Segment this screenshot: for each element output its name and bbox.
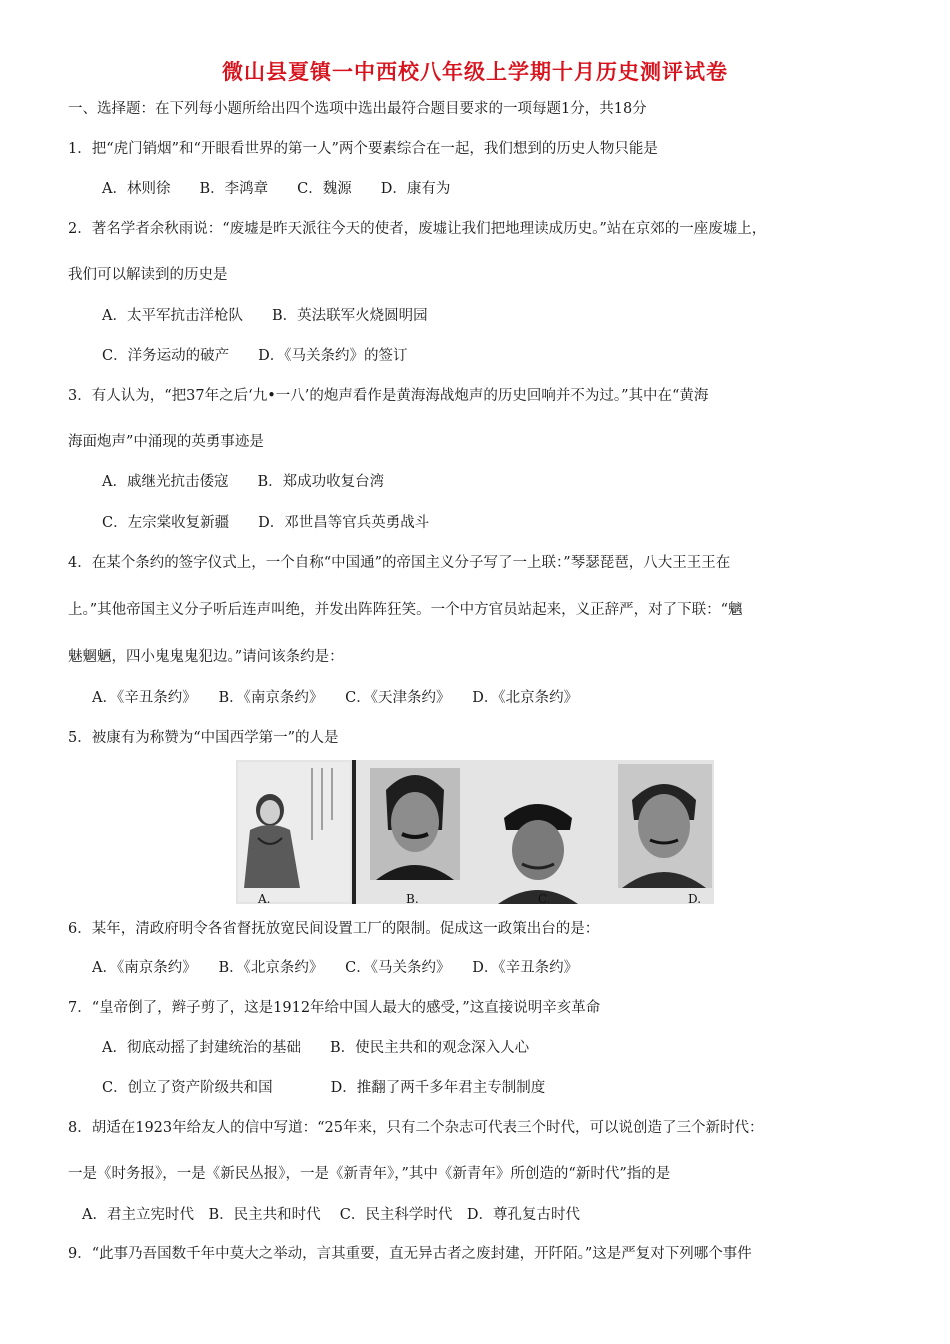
question-7-stem: 7．“皇帝倒了，辫子剪了，这是1912年给中国人最大的感受，”这直接说明辛亥革命 (68, 1000, 601, 1016)
portrait-d-image (618, 764, 712, 888)
question-3-options-row1: A．戚继光抗击倭寇 B．郑成功收复台湾 (102, 474, 385, 490)
question-7-options-row2: C．创立了资产阶级共和国 D．推翻了两千多年君主专制制度 (102, 1080, 546, 1096)
question-5-stem: 5．被康有为称赞为“中国西学第一”的人是 (68, 730, 339, 746)
question-3-stem: 3．有人认为，“把37年之后‘九•一八’的炮声看作是黄海海战炮声的历史回响并不为过。”其中在“黄海 (68, 388, 709, 404)
question-9-stem: 9．“此事乃吾国数千年中莫大之举动，言其重要，直无异古者之废封建，开阡陌。”这是严复对下列哪个事件 (68, 1246, 752, 1262)
question-2-options-row2: C．洋务运动的破产 D．《马关条约》的签订 (102, 348, 408, 364)
portrait-a-image (238, 762, 350, 902)
question-6-options: A．《南京条约》 B．《北京条约》 C．《马关条约》 D．《辛丑条约》 (92, 960, 579, 976)
portrait-options-image (236, 760, 714, 904)
question-4-stem-cont1: 上。”其他帝国主义分子听后连声叫绝，并发出阵阵狂笑。一个中方官员站起来，义正辞严，对了下联：“魑 (68, 602, 743, 618)
question-3-options-row2: C．左宗棠收复新疆 D．邓世昌等官兵英勇战斗 (102, 515, 430, 531)
section-instruction: 一、选择题：在下列每小题所给出四个选项中选出最符合题目要求的一项每题1分，共18分 (68, 101, 647, 117)
question-7-options-row1: A．彻底动摇了封建统治的基础 B．使民主共和的观念深入人心 (102, 1040, 530, 1056)
question-8-options: A．君主立宪时代 B．民主共和时代 C．民主科学时代 D．尊孔复古时代 (82, 1207, 580, 1223)
portrait-d-label: D. (688, 892, 702, 904)
question-1-stem: 1．把“虎门销烟”和“开眼看世界的第一人”两个要素综合在一起，我们想到的历史人物只能是 (68, 141, 658, 157)
question-8-stem-cont: 一是《时务报》，一是《新民丛报》，一是《新青年》，”其中《新青年》所创造的“新时代”指的是 (68, 1166, 671, 1182)
portrait-a-label: A. (258, 892, 271, 904)
question-2-options-row1: A．太平军抗击洋枪队 B．英法联军火烧圆明园 (102, 308, 428, 324)
portrait-b-label: B. (406, 892, 419, 904)
question-1-options: A．林则徐 B．李鸿章 C．魏源 D．康有为 (102, 181, 451, 197)
portrait-c-label: C. (538, 892, 551, 904)
question-4-stem-cont2: 魅魍魉，四小鬼鬼鬼犯边。”请问该条约是： (68, 649, 344, 665)
question-4-options: A．《辛丑条约》 B．《南京条约》 C．《天津条约》 D．《北京条约》 (92, 690, 579, 706)
page-title: 微山县夏镇一中西校八年级上学期十月历史测评试卷 (222, 59, 728, 84)
question-4-stem: 4．在某个条约的签字仪式上，一个自称“中国通”的帝国主义分子写了一上联：”琴瑟琵琶，八大王王王在 (68, 555, 731, 571)
question-2-stem-cont: 我们可以解读到的历史是 (68, 267, 228, 283)
question-6-stem: 6．某年，清政府明令各省督抚放宽民间设置工厂的限制。促成这一政策出台的是： (68, 921, 600, 937)
question-8-stem: 8．胡适在1923年给友人的信中写道：“25年来，只有二个杂志可代表三个时代，可以说创造了三个新时代： (68, 1120, 764, 1136)
question-2-stem: 2．著名学者余秋雨说：“废墟是昨天派往今天的使者，废墟让我们把地理读成历史。”站在京郊的一座废墟上， (68, 221, 767, 237)
question-3-stem-cont: 海面炮声”中涌现的英勇事迹是 (68, 434, 264, 450)
portrait-b-image (370, 768, 460, 880)
